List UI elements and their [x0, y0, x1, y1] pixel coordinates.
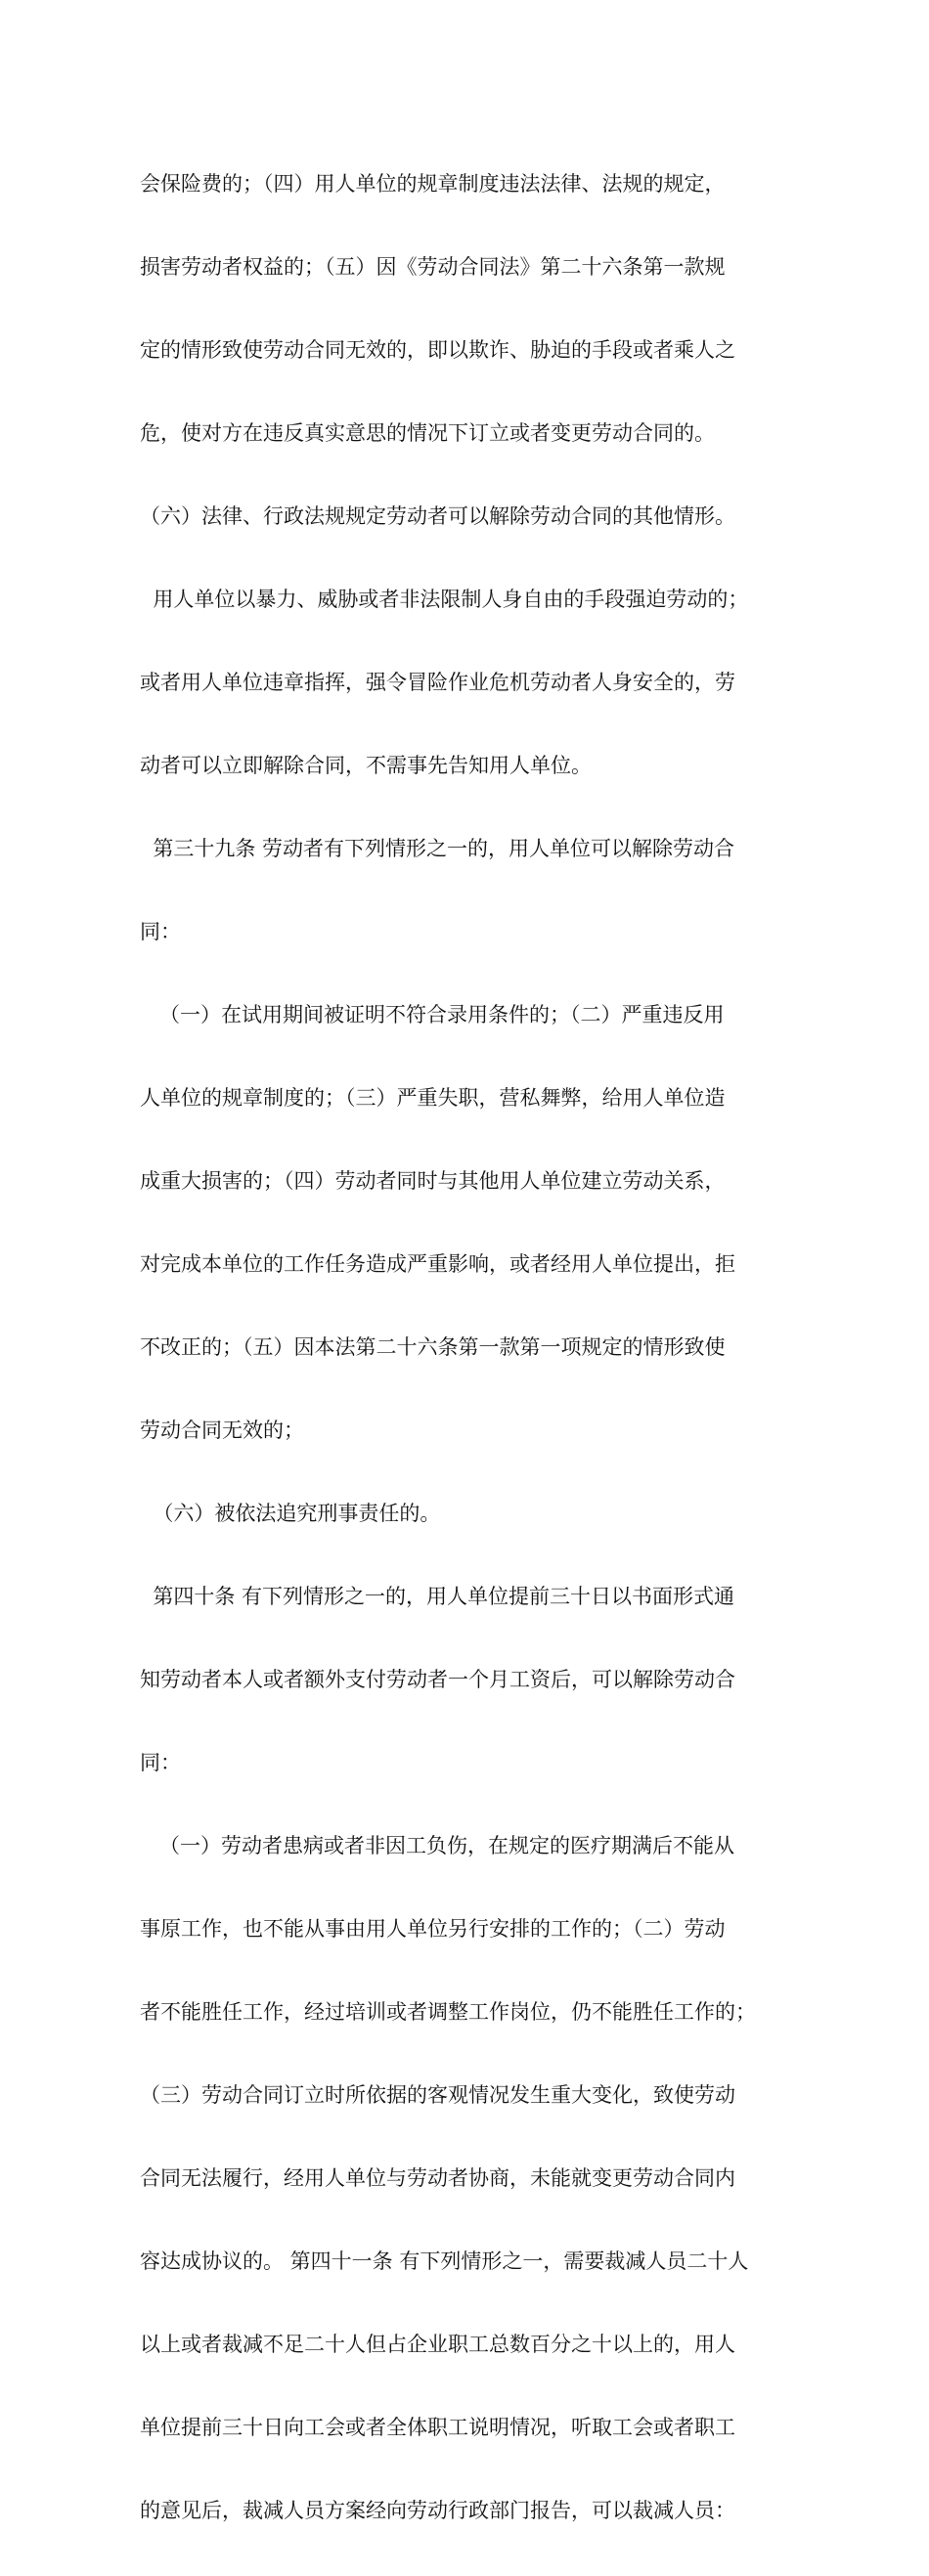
text-line: 以上或者裁减不足二十人但占企业职工总数百分之十以上的，用人: [140, 2333, 735, 2356]
text-line: 定的情形致使劳动合同无效的，即以欺诈、胁迫的手段或者乘人之: [140, 338, 735, 362]
text-line: 动者可以立即解除合同，不需事先告知用人单位。: [140, 754, 592, 777]
text-line: 容达成协议的。 第四十一条 有下列情形之一，需要裁减人员二十人: [140, 2249, 749, 2273]
text-line: 合同无法履行，经用人单位与劳动者协商，未能就变更劳动合同内: [140, 2166, 735, 2190]
text-line: 或者用人单位违章指挥，强令冒险作业危机劳动者人身安全的，劳: [140, 671, 735, 694]
text-line: 同：: [140, 1751, 181, 1774]
text-line: 劳动合同无效的；: [140, 1419, 304, 1442]
text-line: 用人单位以暴力、威胁或者非法限制人身自由的手段强迫劳动的；: [140, 588, 749, 611]
text-line: 者不能胜任工作，经过培训或者调整工作岗位，仍不能胜任工作的；: [140, 2000, 756, 2024]
text-line: （一）在试用期间被证明不符合录用条件的；（二）严重违反用: [140, 1003, 725, 1026]
text-line: （六）法律、行政法规规定劳动者可以解除劳动合同的其他情形。: [140, 504, 735, 528]
text-line: 同：: [140, 920, 181, 943]
text-line: 会保险费的；（四）用人单位的规章制度违法法律、法规的规定，: [140, 172, 726, 196]
text-line: 对完成本单位的工作任务造成严重影响，或者经用人单位提出，拒: [140, 1252, 735, 1276]
text-line: （六）被依法追究刑事责任的。: [140, 1502, 441, 1525]
text-line: 成重大损害的；（四）劳动者同时与其他用人单位建立劳动关系，: [140, 1169, 726, 1193]
text-line: 知劳动者本人或者额外支付劳动者一个月工资后，可以解除劳动合: [140, 1668, 735, 1691]
text-line: 人单位的规章制度的；（三）严重失职，营私舞弊，给用人单位造: [140, 1086, 726, 1110]
text-line: （一）劳动者患病或者非因工负伤，在规定的医疗期满后不能从: [140, 1834, 735, 1857]
text-line: 的意见后，裁减人员方案经向劳动行政部门报告，可以裁减人员：: [140, 2499, 735, 2522]
text-line: 单位提前三十日向工会或者全体职工说明情况，听取工会或者职工: [140, 2416, 735, 2439]
text-line: （三）劳动合同订立时所依据的客观情况发生重大变化，致使劳动: [140, 2083, 735, 2107]
text-line: 危，使对方在违反真实意思的情况下订立或者变更劳动合同的。: [140, 421, 715, 445]
text-line: 第四十条 有下列情形之一的，用人单位提前三十日以书面形式通: [140, 1585, 735, 1608]
text-line: 不改正的；（五）因本法第二十六条第一款第一项规定的情形致使: [140, 1335, 726, 1359]
document-body: [140, 119, 805, 2576]
text-line: 损害劳动者权益的；（五）因《劳动合同法》第二十六条第一款规: [140, 255, 726, 279]
text-line: 第三十九条 劳动者有下列情形之一的，用人单位可以解除劳动合: [140, 837, 735, 860]
text-line: 事原工作，也不能从事由用人单位另行安排的工作的；（二）劳动: [140, 1917, 726, 1941]
